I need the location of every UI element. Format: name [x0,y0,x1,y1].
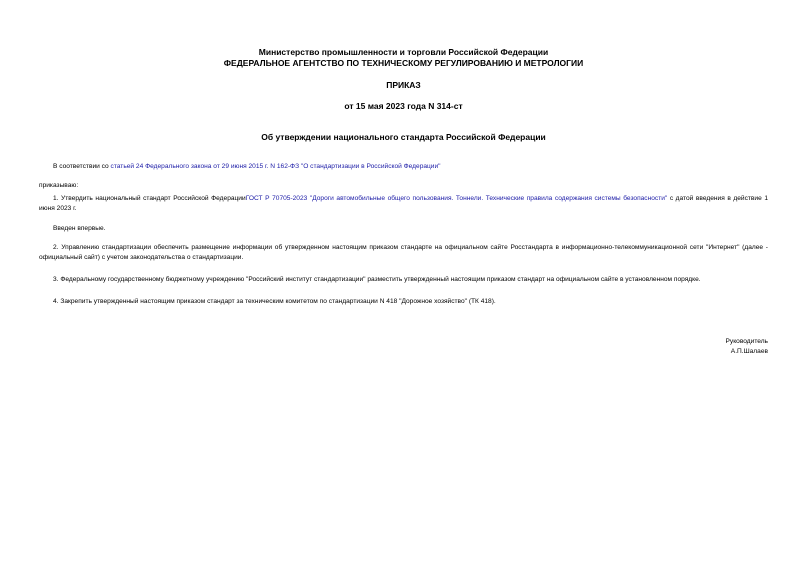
agency-name: ФЕДЕРАЛЬНОЕ АГЕНТСТВО ПО ТЕХНИЧЕСКОМУ РЕГУЛИРОВАНИЮ И МЕТРОЛОГИИ [223,58,584,68]
paragraph-1-suffix: с датой введения в действие 1 июня 2023 г. [39,195,768,212]
federal-law-link[interactable]: статьей 24 Федерального закона от 29 июня 2015 г. N 162-ФЗ "О стандартизации в Российской Федерации" [110,163,441,170]
signature-name: А.П.Шалаев [730,348,768,355]
paragraph-2: 2. Управлению стандартизации обеспечить размещение информации об утвержденном настоящим приказом стандарте на официальном сайте Росстандарта в информационно-телекоммуникационной сети "Интернет" (далее - официальный сайт) с учетом законодательства о стандартизации. [39,244,768,261]
order-title: ПРИКАЗ [386,80,421,90]
paragraph-4: 4. Закрепить утвержденный настоящим приказом стандарт за техническим комитетом по стандартизации N 418 "Дорожное хозяйство" (ТК 418). [53,298,496,305]
intro-prefix: В соответствии со [53,163,111,170]
paragraph-1-prefix: 1. Утвердить национальный стандарт Российской Федерации [53,195,246,202]
ministry-name: Министерство промышленности и торговли Российской Федерации [258,47,549,57]
introduced-first-note: Введен впервые. [53,225,106,232]
intro-paragraph [39,162,768,172]
gost-link[interactable]: ГОСТ Р 70705-2023 "Дороги автомобильные общего пользования. Тоннели. Технические правила содержания системы безопасности" [245,195,668,202]
paragraph-3: 3. Федеральному государственному бюджетному учреждению "Российский институт стандартизации" разместить утвержденный настоящим приказом стандарт на официальном сайте в установленном порядке. [53,276,701,283]
signature-role: Руководитель [725,338,768,345]
orders-word: приказываю: [39,182,79,189]
paragraph-1 [39,194,768,214]
order-date: от 15 мая 2023 года N 314-ст [344,101,463,111]
order-subject: Об утверждении национального стандарта Российской Федерации [261,132,546,142]
